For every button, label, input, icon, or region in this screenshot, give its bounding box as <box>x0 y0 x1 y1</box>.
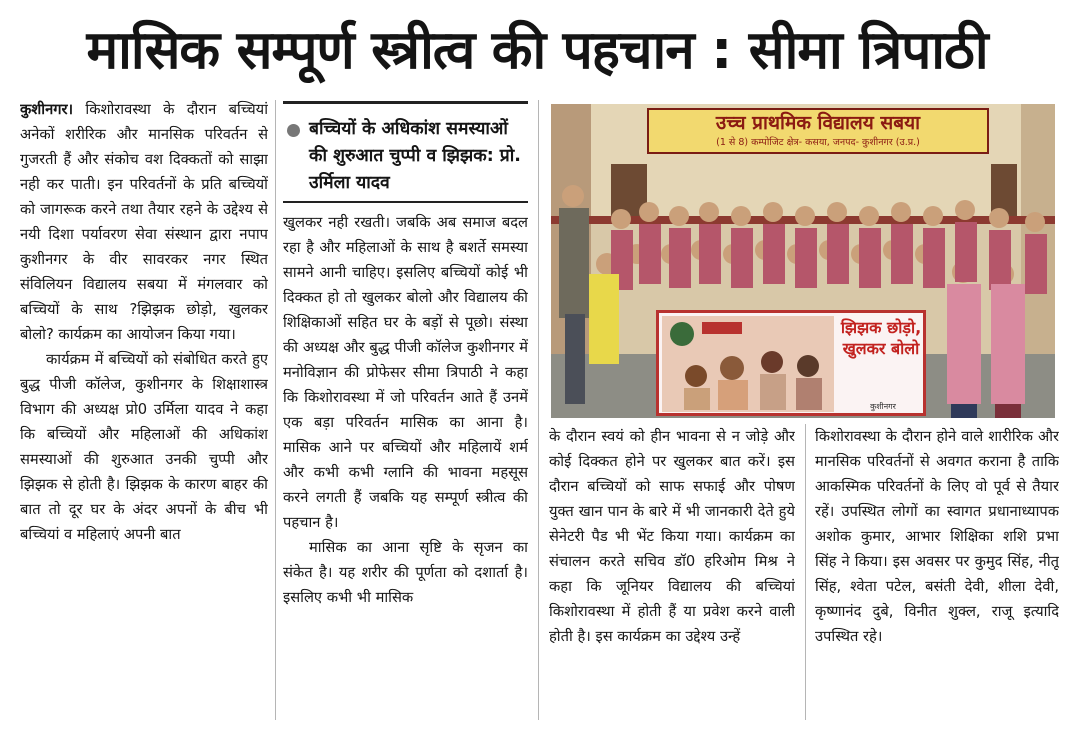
school-address: (1 से 8) कम्पोजिट क्षेत्र- कसया, जनपद- कुशीनगर (उ.प्र.) <box>716 137 920 148</box>
event-banner <box>656 310 926 416</box>
paragraph-5: के दौरान स्वयं को हीन भावना से न जोड़े और कोई दिक्कत होने पर खुलकर बात करें। इस दौरान बच्चियों को साफ सफाई और पोषण युक्त खान पान के बारे में भी जानकारी देते हुये सेनेटरी पैड भी भेंट किया गया। कार्यक्रम का संचालन करते सचिव डॉ0 हरिओम मिश्र ने कहा कि जूनियर विद्यालय की बच्चियां किशोरावस्था में होती हैं या प्रवेश करने वाली होती है। इस कार्यक्रम का उद्देश्य उन्हें <box>549 428 795 645</box>
banner-footer: कुशीनगर <box>870 402 896 411</box>
paragraph-2: कार्यक्रम में बच्चियों को संबोधित करते हुए बुद्ध पीजी कॉलेज, कुशीनगर के शिक्षाशास्त्र विभाग की अध्यक्ष प्रो0 उर्मिला यादव ने कहा कि बच्चियों और महिलाओं की अधिकांश समस्याओं की शुरुआत उनकी चुप्पी और झिझक से होती है। झिझक के कारण बाहर की बात तो दूर घर के अंदर अपनों के बीच भी बच्चियां व महिलाएं अपनी बात <box>20 351 268 543</box>
banner-illustration <box>662 316 834 412</box>
article-column-4 <box>815 424 1059 724</box>
article-column-1 <box>20 97 268 727</box>
column-divider <box>275 100 276 720</box>
subheadline: बच्चियों के अधिकांश समस्याओं की शुरुआत चुप्पी व झिझक: प्रो. उर्मिला यादव <box>309 119 521 193</box>
banner-text: झिझक छोड़ो, खुलकर बोलो <box>840 318 922 358</box>
headline: मासिक सम्पूर्ण स्त्रीत्व की पहचान : सीमा त्रिपाठी <box>86 19 988 81</box>
article-column-3 <box>549 424 795 724</box>
subheadline-box <box>283 101 528 203</box>
school-name: उच्च प्राथमिक विद्यालय सबया <box>715 112 921 134</box>
paragraph-3: खुलकर नही रखती। जबकि अब समाज बदल रहा है और महिलाओं के साथ है बशर्ते समस्या सामने आनी चाहिए। इसलिए बच्चियों कोई भी दिक्कत हो तो खुलकर बोलो और विद्यालय की शिक्षिकाओं सहित घर के बड़ों से पूछो। संस्था की अध्यक्ष और बुद्ध पीजी कॉलेज कुशीनगर में मनोविज्ञान की प्रोफेसर सीमा त्रिपाठी ने कहा कि किशोरावस्था में जो परिवर्तन आते हैं उनमें एक बड़ा परिवर्तन मासिक का आना है। मासिक आने पर बच्चियों और महिलायें शर्म और कभी कभी ग्लानि की भावना महसूस करने लगती हैं जबकि यह सम्पूर्ण स्त्रीत्व की पहचान है। <box>283 214 528 531</box>
column-divider <box>805 424 806 720</box>
paragraph-6: किशोरावस्था के दौरान होने वाले शारीरिक और मानसिक परिवर्तनों से अवगत कराना है ताकि आकस्मिक परिवर्तनों के लिए वो पूर्व से तैयार रहें। उपस्थित लोगों का स्वागत प्रधानाध्यापक अशोक कुमार, आभार शिक्षिका शशि प्रभा सिंह ने किया। इस अवसर पर कुमुद सिंह, नीतू सिंह, श्वेता पटेल, बसंती देवी, शीला देवी, कृष्णानंद दुबे, विनीत शुक्ल, राजू इत्यादि उपस्थित रहे। <box>815 428 1059 645</box>
dateline: कुशीनगर। <box>20 101 74 118</box>
bullet-icon <box>287 124 300 137</box>
article-column-2 <box>283 210 528 725</box>
paragraph-1: किशोरावस्था के दौरान बच्चियां अनेकों शरीरिक और मानसिक परिवर्तन से गुजरती हैं और संकोच वश दिक्कतों को साझा नही कर पाती। इन परिवर्तनों के प्रति बच्चियों को जागरूक करने तथा तैयार रहने के उद्देश्य से नयी दिशा पर्यावरण सेवा संस्थान द्वारा नपाप कुशीनगर के वीर सावरकर नगर स्थित संविलियन विद्यालय सबया में मंगलवार को बच्चियों के साथ ?झिझक छोड़ो, खुलकर बोलो? कार्यक्रम का आयोजन किया गया। <box>20 101 268 343</box>
paragraph-4: मासिक का आना सृष्टि के सृजन का संकेत है। यह शरीर की पूर्णता को दशार्ता है। इसलिए कभी भी मासिक <box>283 539 528 606</box>
column-divider <box>538 100 539 720</box>
school-signboard <box>647 108 989 154</box>
event-photo <box>551 104 1055 418</box>
